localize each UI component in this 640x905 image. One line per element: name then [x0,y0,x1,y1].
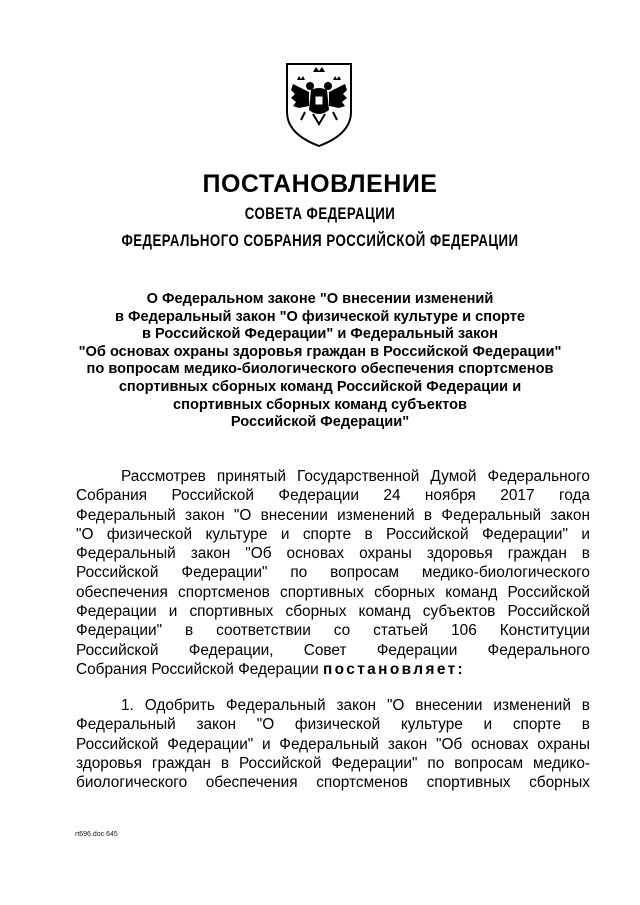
text-line: 1. Одобрить Федеральный закон "О внесении изменений в [121,697,590,714]
resolution-keyword: постановляет: [322,660,466,678]
document-subject [40,291,600,432]
text-line: Российской Федерации, Совет Федерации Федерального [76,641,590,659]
text-line: Российской Федерации" по вопросам медико-биологического [76,564,590,582]
subject-line: спортивных сборных команд субъектов [173,396,467,413]
text-line-start: Собрания Российской Федерации [76,660,319,678]
issuer-line-1: СОВЕТА ФЕДЕРАЦИИ [244,204,396,223]
text-line: "О физической культуре и спорте в Российской Федерации" и [76,525,590,543]
text-line: Собрания Российской Федерации 24 ноября 2017 года [76,487,590,505]
subject-line: О Федеральном законе "О внесении изменений [146,291,494,307]
text-line: здоровья граждан в Российской Федерации" по вопросам медико- [76,754,590,772]
subject-line: Российской Федерации" [230,414,410,431]
text-line: обеспечения спортсменов спортивных сборных команд Российской [76,583,590,601]
text-line: Федеральный закон "О внесении изменений в Федеральный закон [76,506,590,524]
text-line: Российской Федерации" и Федеральный закон "Об основах охраны [76,735,590,753]
text-line-final [76,660,590,679]
subject-line: в Федеральный закон "О физической культуре и спорте [114,308,526,325]
text-line: биологического обеспечения спортсменов спортивных сборных [76,774,590,792]
text-line: Федеральный закон "Об основах охраны здоровья граждан в [76,545,590,563]
subject-line: "Об основах охраны здоровья граждан в Российской Федерации" [78,343,562,360]
issuer-line-2: ФЕДЕРАЛЬНОГО СОБРАНИЯ РОССИЙСКОЙ ФЕДЕРАЦИИ [121,231,519,250]
resolution-item-1 [76,696,590,792]
text-line: Федерации и спортивных сборных команд субъектов Российской [76,603,590,621]
file-reference: rt696.doc 645 [75,831,118,838]
text-line: Рассмотрев принятый Государственной Думой Федерального [121,468,590,485]
subject-line: спортивных сборных команд Российской Федерации и [118,378,522,395]
subject-line: в Российской Федерации" и Федеральный закон [142,326,498,343]
text-line: Федеральный закон "О физической культуре и спорте в [76,716,590,734]
coat-of-arms-icon [283,60,355,148]
document-title: ПОСТАНОВЛЕНИЕ [202,170,438,198]
text-line: Федерации" в соответствии со статьей 106 Конституции [76,622,590,640]
preamble-paragraph [76,467,590,679]
subject-line: по вопросам медико-биологического обеспечения спортсменов [86,361,554,378]
